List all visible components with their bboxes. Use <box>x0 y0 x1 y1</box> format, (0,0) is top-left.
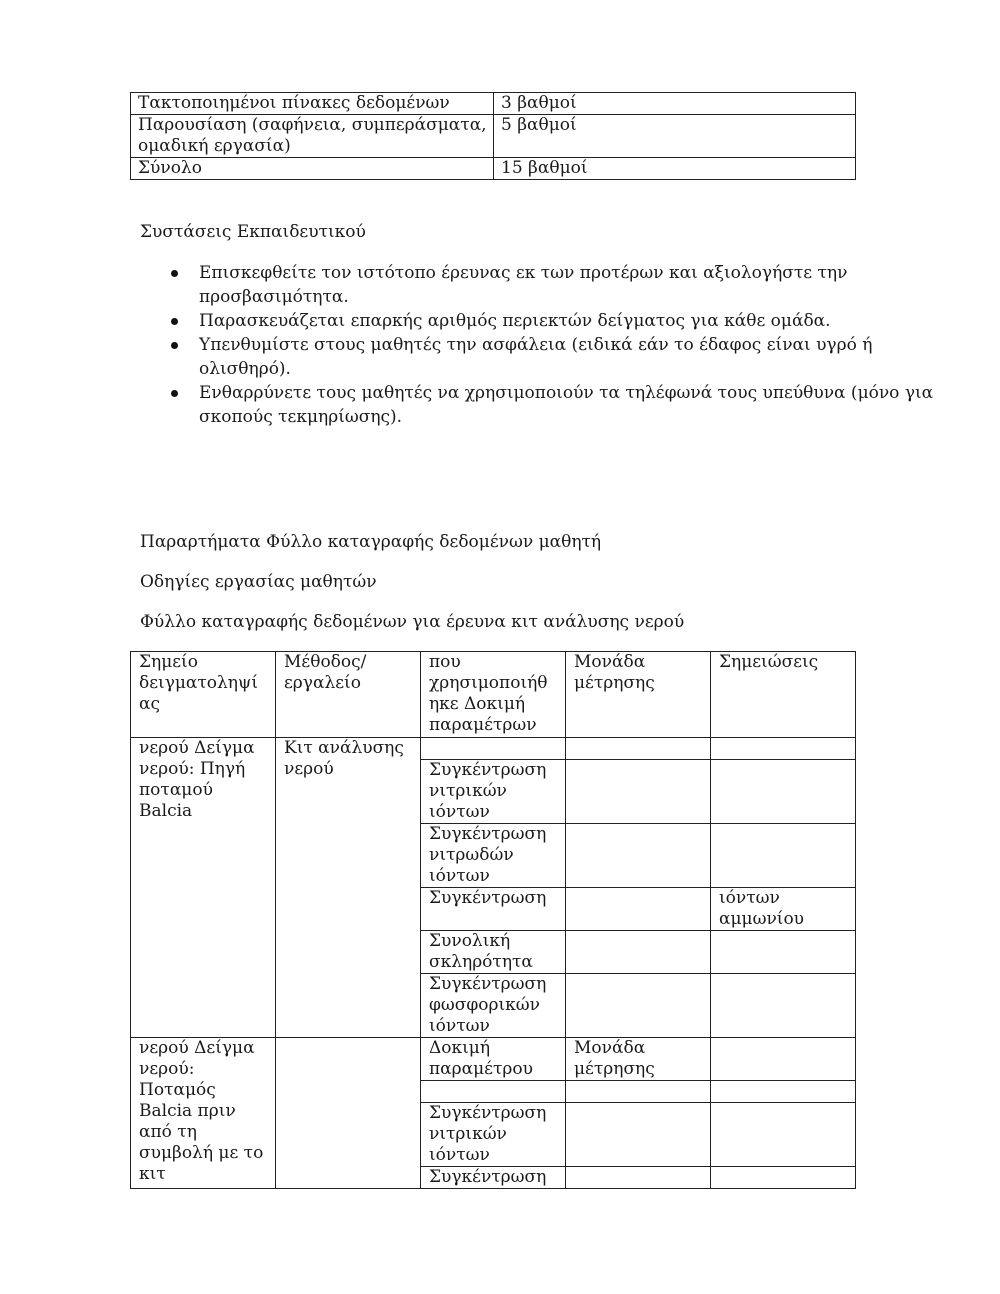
points-cell: 15 βαθμοί <box>494 158 856 180</box>
list-item-text: Παρασκευάζεται επαρκής αριθμός περιεκτών δείγματος για κάθε ομάδα. <box>199 311 831 331</box>
parameter-cell: Δοκιμή παραμέτρου <box>421 1038 566 1081</box>
unit-cell[interactable] <box>566 888 711 931</box>
table-row <box>131 115 856 158</box>
list-item <box>140 261 940 309</box>
parameter-cell <box>421 738 566 760</box>
notes-cell[interactable] <box>711 974 856 1038</box>
appendix-title: Παραρτήματα Φύλλο καταγραφής δεδομένων μαθητή <box>140 532 602 552</box>
criterion-cell: Σύνολο <box>131 158 494 180</box>
unit-cell[interactable] <box>566 738 711 760</box>
header-unit: Μονάδα μέτρησης <box>566 652 711 738</box>
parameter-cell: Συγκέντρωση <box>421 888 566 931</box>
parameter-cell: Συγκέντρωση νιτρωδών ιόντων <box>421 824 566 888</box>
bullet-icon <box>171 342 178 349</box>
unit-cell[interactable] <box>566 824 711 888</box>
recommendations-list <box>140 261 940 429</box>
notes-cell: ιόντων αμμωνίου <box>711 888 856 931</box>
list-item <box>140 309 940 333</box>
parameter-cell: Συγκέντρωση νιτρικών ιόντων <box>421 760 566 824</box>
list-item-text: Ενθαρρύνετε τους μαθητές να χρησιμοποιούν τα τηλέφωνά τους υπεύθυνα (μόνο για σκοπούς τεκμηρίωσης). <box>199 383 934 427</box>
table-row <box>131 1038 856 1081</box>
header-method: Μέθοδος/ εργαλείο <box>276 652 421 738</box>
recommendations-heading: Συστάσεις Εκπαιδευτικού <box>140 222 366 242</box>
data-sheet-table <box>130 651 856 1189</box>
points-cell: 5 βαθμοί <box>494 115 856 158</box>
list-item <box>140 333 940 381</box>
unit-cell: Μονάδα μέτρησης <box>566 1038 711 1081</box>
notes-cell[interactable] <box>711 1167 856 1189</box>
notes-cell[interactable] <box>711 1081 856 1103</box>
unit-cell[interactable] <box>566 1167 711 1189</box>
notes-cell[interactable] <box>711 824 856 888</box>
unit-cell[interactable] <box>566 931 711 974</box>
instructions-heading: Οδηγίες εργασίας μαθητών <box>140 572 377 592</box>
list-item-text: Υπενθυμίστε στους μαθητές την ασφάλεια (ειδικά εάν το έδαφος είναι υγρό ή ολισθηρό). <box>199 335 873 379</box>
method-cell: Κιτ ανάλυσης νερού <box>276 738 421 1038</box>
criterion-cell: Παρουσίαση (σαφήνεια, συμπεράσματα, ομαδική εργασία) <box>131 115 494 158</box>
unit-cell[interactable] <box>566 760 711 824</box>
parameter-cell: Συγκέντρωση <box>421 1167 566 1189</box>
table-row <box>131 158 856 180</box>
bullet-icon <box>171 318 178 325</box>
header-notes: Σημειώσεις <box>711 652 856 738</box>
criterion-cell: Τακτοποιημένοι πίνακες δεδομένων <box>131 93 494 115</box>
parameter-cell <box>421 1081 566 1103</box>
method-cell[interactable] <box>276 1038 421 1189</box>
bullet-icon <box>171 270 178 277</box>
bullet-icon <box>171 390 178 397</box>
points-cell: 3 βαθμοί <box>494 93 856 115</box>
list-item-text: Επισκεφθείτε τον ιστότοπο έρευνας εκ των προτέρων και αξιολογήστε την προσβασιμότητα. <box>199 263 848 307</box>
sampling-point-cell: νερού Δείγμα νερού: Ποταμός Balcia πριν από τη συμβολή με το κιτ <box>131 1038 276 1189</box>
parameter-cell: Συνολική σκληρότητα <box>421 931 566 974</box>
unit-cell[interactable] <box>566 1103 711 1167</box>
notes-cell[interactable] <box>711 738 856 760</box>
header-parameter: που χρησιμοποιήθ ηκε Δοκιμή παραμέτρων <box>421 652 566 738</box>
unit-cell[interactable] <box>566 1081 711 1103</box>
unit-cell[interactable] <box>566 974 711 1038</box>
parameter-cell: Συγκέντρωση νιτρικών ιόντων <box>421 1103 566 1167</box>
header-sampling-point: Σημείο δειγματοληψί ας <box>131 652 276 738</box>
list-item <box>140 381 940 429</box>
notes-cell[interactable] <box>711 931 856 974</box>
grading-table <box>130 92 856 180</box>
sampling-point-cell: νερού Δείγμα νερού: Πηγή ποταμού Balcia <box>131 738 276 1038</box>
table-header-row <box>131 652 856 738</box>
notes-cell[interactable] <box>711 1038 856 1081</box>
table-row <box>131 738 856 760</box>
notes-cell[interactable] <box>711 1103 856 1167</box>
parameter-cell: Συγκέντρωση φωσφορικών ιόντων <box>421 974 566 1038</box>
sheet-title: Φύλλο καταγραφής δεδομένων για έρευνα κιτ ανάλυσης νερού <box>140 612 685 632</box>
table-row <box>131 93 856 115</box>
notes-cell[interactable] <box>711 760 856 824</box>
